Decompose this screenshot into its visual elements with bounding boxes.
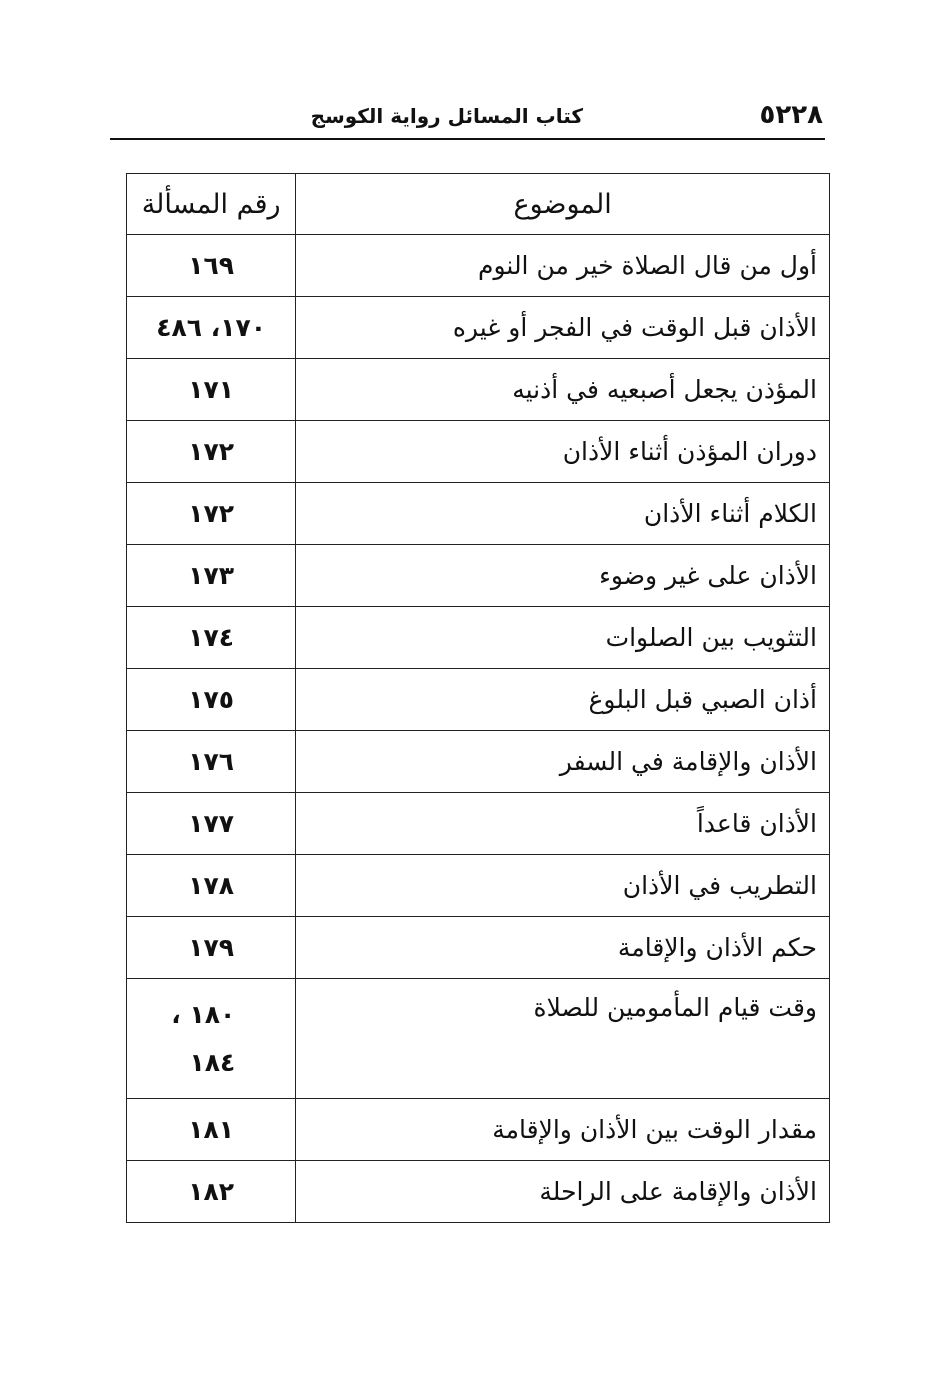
issue-number-cell: ١٧١ [127, 359, 296, 421]
issue-number-cell: ١٧٢ [127, 483, 296, 545]
issue-number-cell: ١٧٠، ٤٨٦ [127, 297, 296, 359]
issue-number-cell: ١٧٧ [127, 793, 296, 855]
issue-number-cell: ١٨١ [127, 1099, 296, 1161]
topic-cell: أول من قال الصلاة خير من النوم [296, 235, 830, 297]
table-row [127, 421, 830, 483]
issue-number-cell: ١٧٨ [127, 855, 296, 917]
table-row [127, 297, 830, 359]
book-title: كتاب المسائل رواية الكوسج [310, 104, 583, 128]
table-row [127, 793, 830, 855]
page-number: ٥٢٢٨ [759, 100, 823, 130]
issue-number-cell: ١٨٢ [127, 1161, 296, 1223]
table-row [127, 359, 830, 421]
topic-cell: الأذان والإقامة في السفر [296, 731, 830, 793]
topic-cell: التطريب في الأذان [296, 855, 830, 917]
issue-number-cell: ١٧٣ [127, 545, 296, 607]
issue-number-cell: ١٦٩ [127, 235, 296, 297]
table-header-row [127, 174, 830, 235]
issue-number-cell: ١٧٩ [127, 917, 296, 979]
topic-cell: حكم الأذان والإقامة [296, 917, 830, 979]
issue-number-cell: ١٨٠ ، ١٨٤ [127, 979, 296, 1099]
table-row [127, 545, 830, 607]
topic-cell: وقت قيام المأمومين للصلاة [296, 979, 830, 1099]
issue-number-cell: ١٧٢ [127, 421, 296, 483]
topic-cell: الأذان والإقامة على الراحلة [296, 1161, 830, 1223]
table-row [127, 855, 830, 917]
table-row [127, 1161, 830, 1223]
table-row [127, 731, 830, 793]
index-table [126, 173, 830, 1223]
topic-cell: التثويب بين الصلوات [296, 607, 830, 669]
table-row [127, 979, 830, 1099]
column-header-number: رقم المسألة [127, 174, 296, 235]
issue-number-cell: ١٧٦ [127, 731, 296, 793]
table-row [127, 607, 830, 669]
topic-cell: دوران المؤذن أثناء الأذان [296, 421, 830, 483]
topic-cell: الأذان قاعداً [296, 793, 830, 855]
topic-cell: مقدار الوقت بين الأذان والإقامة [296, 1099, 830, 1161]
topic-cell: الأذان قبل الوقت في الفجر أو غيره [296, 297, 830, 359]
topic-cell: المؤذن يجعل أصبعيه في أذنيه [296, 359, 830, 421]
topic-cell: أذان الصبي قبل البلوغ [296, 669, 830, 731]
table-row [127, 483, 830, 545]
issue-number-cell: ١٧٤ [127, 607, 296, 669]
topic-cell: الكلام أثناء الأذان [296, 483, 830, 545]
table-row [127, 1099, 830, 1161]
table-row [127, 917, 830, 979]
table-row [127, 235, 830, 297]
page-header [110, 98, 825, 140]
issue-number-cell: ١٧٥ [127, 669, 296, 731]
topic-cell: الأذان على غير وضوء [296, 545, 830, 607]
table-row [127, 669, 830, 731]
column-header-topic: الموضوع [296, 174, 830, 235]
